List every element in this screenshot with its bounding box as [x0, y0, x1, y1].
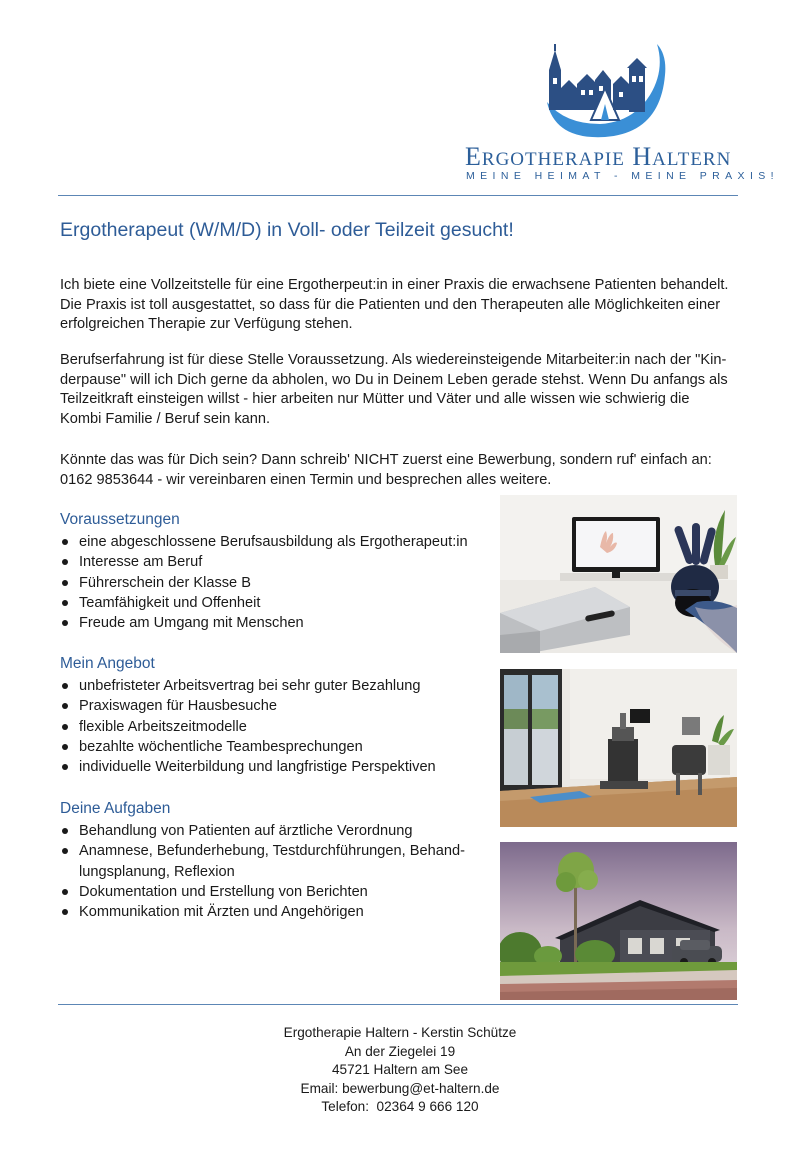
text-line: Teilzeitkraft einsteigen willst - hier arbeiten nur Mütter und Väter und alle wissen wie schwierig die — [60, 391, 690, 407]
list-item-text: Teamfähigkeit und Offenheit — [79, 594, 261, 611]
list-item — [60, 717, 490, 737]
list-item — [60, 696, 490, 716]
text-line: Berufserfahrung ist für diese Stelle Voraussetzung. Als wiedereinsteigende Mitarbeiter:in nach der "Kin- — [60, 352, 727, 368]
list-item-text: flexible Arbeitszeitmodelle — [79, 718, 247, 735]
list-item — [60, 757, 490, 777]
text-line: erfolgreichen Therapie zur Verfügung stehen. — [60, 316, 353, 332]
list-item-text: Freude am Umgang mit Menschen — [79, 615, 304, 632]
footer-street: An der Ziegelei 19 — [344, 1043, 456, 1059]
list-item-text: Anamnese, Befunderhebung, Testdurchführungen, Behand- — [79, 843, 465, 860]
requirements-section — [60, 511, 490, 633]
text-line: Die Praxis ist toll ausgestattet, so dass für die Patienten und den Therapeuten alle Möglichkeiten einer — [60, 296, 721, 313]
list-item-text: eine abgeschlossene Berufsausbildung als Ergotherapeut:in — [79, 534, 468, 550]
list-item-text: bezahlte wöchentliche Teambesprechungen — [79, 738, 363, 755]
list-item-text: unbefristeter Arbeitsvertrag bei sehr guter Bezahlung — [79, 678, 421, 694]
footer-email: Email: bewerbung@et-haltern.de — [300, 1080, 500, 1096]
text-line: Ich biete eine Vollzeitstelle für eine Ergotherpeut:in in einer Praxis die erwachsene Patienten behandelt. — [60, 277, 729, 293]
tasks-list — [60, 821, 490, 922]
list-item — [60, 882, 490, 902]
intro-paragraph-2 — [60, 351, 750, 429]
photo-practice-building — [500, 842, 737, 1000]
list-item — [60, 552, 490, 572]
list-item-text: individuelle Weiterbildung und langfristige Perspektiven — [79, 759, 436, 776]
company-logo — [460, 40, 780, 182]
list-item-text: Dokumentation und Erstellung von Berichten — [79, 883, 368, 900]
offer-section — [60, 655, 490, 777]
logo-word-haltern: ALTERN — [652, 149, 732, 170]
footer-company: Ergotherapie Haltern - Kerstin Schütze — [283, 1025, 517, 1040]
logo-tagline: MEINE HEIMAT - MEINE PRAXIS! — [466, 170, 780, 182]
list-item — [60, 676, 490, 696]
header-divider — [58, 195, 738, 196]
tasks-heading: Deine Aufgaben — [60, 800, 171, 817]
list-item — [60, 573, 490, 593]
list-item-text: Interesse am Beruf — [79, 554, 203, 571]
footer-city: 45721 Haltern am See — [331, 1062, 469, 1077]
list-item — [60, 613, 490, 633]
requirements-list — [60, 532, 490, 633]
list-item — [60, 532, 490, 552]
offer-list — [60, 676, 490, 777]
list-item-text: Führerschein der Klasse B — [79, 574, 251, 591]
list-item — [60, 593, 490, 613]
text-line: Könnte das was für Dich sein? Dann schreib' NICHT zuerst eine Bewerbung, sondern ruf' einfach an: — [60, 452, 712, 468]
text-line: 0162 9853644 - wir vereinbaren einen Termin und besprechen alles weitere. — [60, 471, 552, 488]
logo-initial-e: E — [465, 142, 482, 171]
footer-divider — [58, 1004, 738, 1005]
requirements-heading: Voraussetzungen — [60, 511, 180, 528]
logo-initial-h: H — [632, 142, 653, 171]
job-title: Ergotherapeut (W/M/D) in Voll- oder Teilzeit gesucht! — [60, 219, 514, 241]
logo-wordmark — [465, 142, 745, 172]
list-item-text: Behandlung von Patienten auf ärztliche Verordnung — [79, 823, 413, 839]
offer-heading: Mein Angebot — [60, 655, 155, 672]
list-item-text: Kommunikation mit Ärzten und Angehörigen — [79, 904, 364, 921]
photo-therapy-room — [500, 669, 737, 827]
list-item — [60, 841, 490, 882]
haltern-skyline-logo-icon — [535, 40, 675, 140]
footer-phone: Telefon: 02364 9 666 120 — [321, 1099, 479, 1114]
text-line: derpause" will ich Dich gerne da abholen, wo Du in Deinem Leben gerade stehst. Wenn Du anfangs als — [60, 371, 728, 388]
tasks-section — [60, 800, 490, 922]
list-item — [60, 737, 490, 757]
intro-paragraph-3 — [60, 451, 750, 490]
text-line: Kombi Familie / Beruf sein kann. — [60, 410, 271, 427]
list-item-text: lungsplanung, Reflexion — [79, 863, 235, 880]
logo-word-ergotherapie: RGOTHERAPIE — [481, 149, 625, 170]
intro-paragraph-1 — [60, 276, 750, 335]
list-item — [60, 902, 490, 922]
contact-footer — [200, 1024, 600, 1117]
photo-therapy-device — [500, 495, 737, 653]
list-item-text: Praxiswagen für Hausbesuche — [79, 698, 277, 715]
list-item — [60, 821, 490, 841]
